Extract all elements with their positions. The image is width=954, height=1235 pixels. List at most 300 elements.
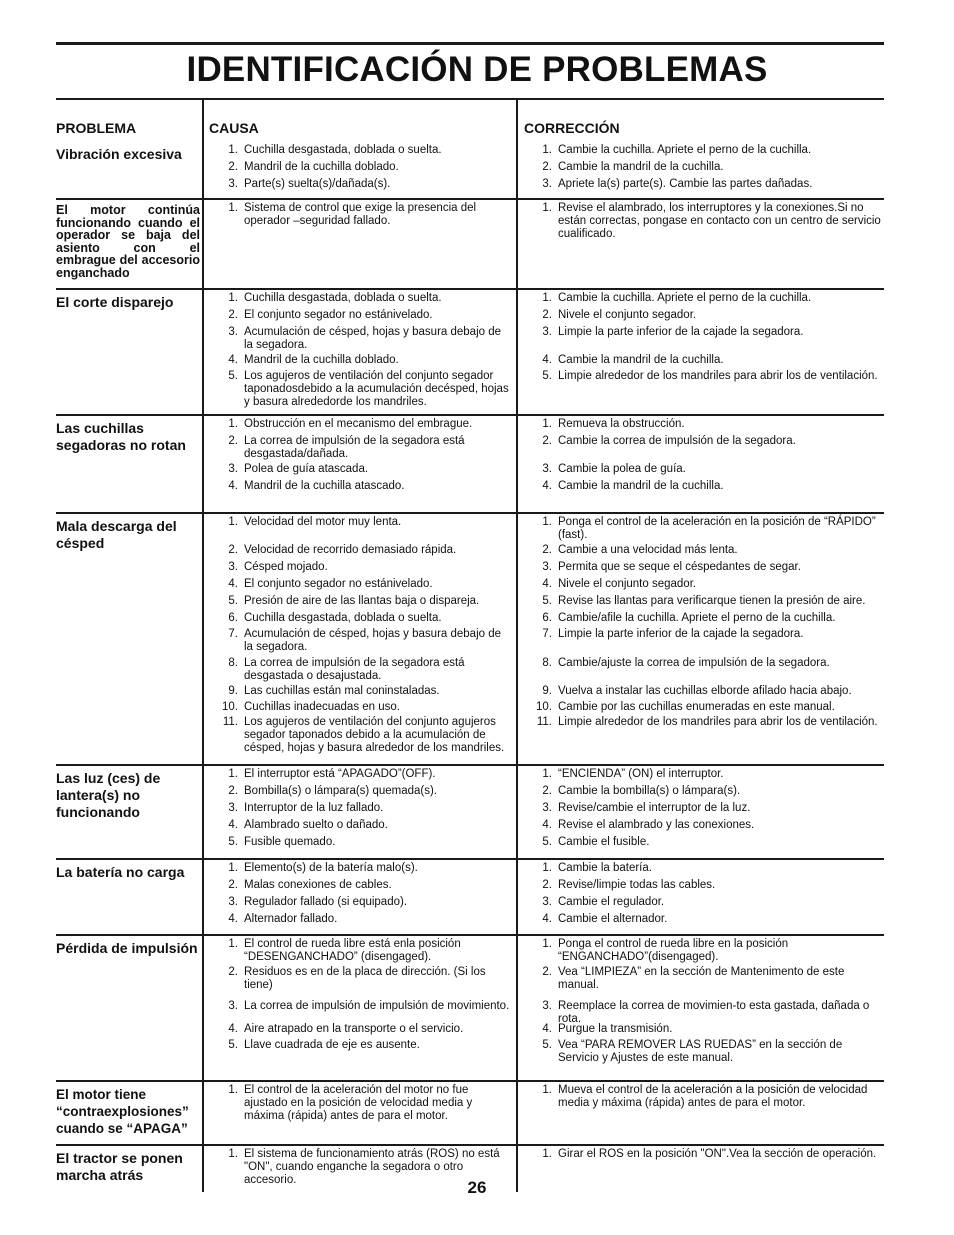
cause-item [216,161,512,174]
problem-label: Pérdida de impulsión [56,940,198,956]
item-text: Presión de aire de las llantas baja o dispareja. [244,595,480,607]
column-divider [202,512,204,764]
cause-list [216,144,512,200]
correction-list [530,862,882,936]
item-text: El conjunto segador no estánivelado. [244,309,433,321]
item-text: Mandril de la cuchilla doblado. [244,354,399,366]
item-number: 3. [228,178,238,190]
top-rule [56,42,884,45]
correction-item [530,701,882,714]
cause-item [216,1000,512,1013]
page-number: 26 [467,1178,487,1197]
correction-list [530,768,882,860]
item-number: 8. [228,657,238,669]
item-number: 2. [542,435,552,447]
item-text: Cambie la cuchilla. Apriete el perno de la cuchilla. [558,292,812,304]
correction-item [530,879,882,892]
item-number: 3. [542,561,552,573]
item-text: Revise el alambrado y las conexiones. [558,819,755,831]
item-text: La correa de impulsión de la segadora está desgastada o desajustada. [244,657,465,682]
item-number: 1. [542,1148,552,1160]
item-number: 4. [228,354,238,366]
item-number: 10. [536,701,552,713]
item-number: 3. [228,561,238,573]
cause-list [216,862,512,936]
item-number: 2. [542,785,552,797]
item-text: Césped mojado. [244,561,328,573]
item-number: 5. [228,836,238,848]
item-number: 2. [542,879,552,891]
item-text: Cambie por las cuchillas enumeradas en este manual. [558,701,835,713]
item-text: Cambie a una velocidad más lenta. [558,544,738,556]
cause-list [216,938,512,1082]
cause-item [216,836,512,849]
item-text: Llave cuadrada de eje es ausente. [244,1039,420,1051]
cause-item [216,938,512,964]
table-row [56,934,884,1080]
correction-item [530,628,882,641]
item-number: 2. [228,161,238,173]
item-text: Obstrucción en el mecanismo del embrague. [244,418,473,430]
item-number: 4. [542,480,552,492]
item-text: Cambie el alternador. [558,913,668,925]
item-text: Purgue la transmisión. [558,1023,673,1035]
item-text: Los agujeros de ventilación del conjunto agujeros segador taponados debido a la acumulación de césped, hojas y basura alrededor de los mandriles. [244,716,505,754]
item-number: 1. [228,768,238,780]
item-number: 5. [542,836,552,848]
cause-item [216,578,512,591]
item-number: 1. [228,938,238,950]
item-number: 1. [228,418,238,430]
item-number: 2. [228,435,238,447]
item-text: Vuelva a instalar las cuchillas elborde afilado hacia abajo. [558,685,852,697]
item-text: Cambie la batería. [558,862,652,874]
cause-item [216,544,512,557]
item-number: 3. [228,1000,238,1012]
item-number: 2. [542,966,552,978]
cause-item [216,354,512,367]
correction-item [530,785,882,798]
item-text: Limpie alrededor de los mandriles para abrir los de ventilación. [558,370,878,382]
table-row [56,142,884,198]
column-divider [202,198,204,288]
item-number: 5. [542,1039,552,1051]
item-number: 1. [228,144,238,156]
correction-item [530,862,882,875]
item-text: Limpie alrededor de los mandriles para abrir los de ventilación. [558,716,878,728]
correction-item [530,836,882,849]
cause-item [216,879,512,892]
item-text: Nivele el conjunto segador. [558,309,697,321]
item-number: 4. [542,819,552,831]
item-number: 3. [228,802,238,814]
item-text: Cambie la correa de impulsión de la segadora. [558,435,796,447]
cause-item [216,896,512,909]
item-number: 11. [222,716,238,728]
item-number: 2. [542,309,552,321]
correction-item [530,595,882,608]
cause-item [216,657,512,683]
item-text: Mandril de la cuchilla atascado. [244,480,405,492]
cause-item [216,802,512,815]
item-text: Velocidad de recorrido demasiado rápida. [244,544,457,556]
item-number: 4. [542,1023,552,1035]
problem-label: El corte disparejo [56,294,174,310]
cause-list [216,202,512,228]
item-text: Cambie/ajuste la correa de impulsión de la segadora. [558,657,830,669]
correction-item [530,1084,882,1110]
item-number: 2. [228,966,238,978]
cause-item [216,768,512,781]
column-divider [202,934,204,1080]
column-divider [202,1080,204,1144]
item-text: Ponga el control de rueda libre en la posición “ENGANCHADO”(disengaged). [558,938,789,963]
item-number: 11. [536,716,552,728]
item-text: Acumulación de césped, hojas y basura debajo de la segadora. [244,628,502,653]
item-text: Reemplace la correa de movimien-to esta gastada, dañada o rota. [558,1000,870,1025]
item-text: Cambie el fusible. [558,836,650,848]
table-row [56,764,884,858]
item-text: Cambie la mandril de la cuchilla. [558,161,724,173]
cause-item [216,326,512,352]
item-text: Cuchilla desgastada, doblada o suelta. [244,144,442,156]
item-number: 1. [542,418,552,430]
item-text: Fusible quemado. [244,836,336,848]
problem-label: El motor tiene “contraexplosiones” cuando se “APAGA” [56,1087,189,1136]
correction-item [530,768,882,781]
item-text: Revise el alambrado, los interruptores y la conexiones.Si no están correctas, pongase en contacto con un centro de servicio cualificado. [558,202,881,240]
item-number: 1. [542,144,552,156]
column-divider [516,934,518,1080]
item-text: Polea de guía atascada. [244,463,369,475]
correction-item [530,292,882,305]
item-number: 1. [228,1148,238,1160]
column-divider [516,142,518,198]
item-number: 3. [228,896,238,908]
cause-item [216,516,512,529]
item-number: 3. [542,326,552,338]
correction-list [530,202,882,241]
correction-item [530,802,882,815]
correction-item [530,178,882,191]
item-number: 5. [228,370,238,382]
column-divider [202,288,204,414]
cause-item [216,144,512,157]
item-text: Revise/cambie el interruptor de la luz. [558,802,751,814]
correction-item [530,1148,882,1161]
problem-label: Las cuchillas segadoras no rotan [56,420,186,453]
item-text: El control de rueda libre está enla posición “DESENGANCHADO” (disengaged). [244,938,461,963]
item-number: 1. [542,516,552,528]
item-text: Elemento(s) de la batería malo(s). [244,862,418,874]
column-divider [516,414,518,512]
header-problema: PROBLEMA [56,120,137,136]
cause-item [216,463,512,476]
cause-item [216,785,512,798]
correction-item [530,418,882,431]
item-text: Cambie/afile la cuchilla. Apriete el perno de la cuchilla. [558,612,836,624]
item-number: 3. [228,326,238,338]
cause-item [216,716,512,755]
item-number: 1. [542,292,552,304]
header-causa: CAUSA [209,120,259,136]
item-number: 6. [542,612,552,624]
item-number: 1. [228,1084,238,1096]
item-text: Interruptor de la luz fallado. [244,802,384,814]
table-row [56,858,884,934]
item-text: Cambie la mandril de la cuchilla. [558,354,724,366]
item-text: Residuos es en de la placa de dirección. (Si los tiene) [244,966,486,991]
item-text: Cuchilla desgastada, doblada o suelta. [244,612,442,624]
correction-item [530,913,882,926]
column-divider [516,764,518,858]
item-text: Cambie la mandril de la cuchilla. [558,480,724,492]
correction-item [530,612,882,625]
item-text: Revise/limpie todas las cables. [558,879,716,891]
item-text: Las cuchillas están mal coninstaladas. [244,685,440,697]
correction-item [530,966,882,992]
column-divider [516,288,518,414]
cause-item [216,418,512,431]
correction-list [530,418,882,514]
correction-item [530,819,882,832]
item-number: 3. [542,896,552,908]
column-divider [202,858,204,934]
column-divider [516,100,518,142]
item-text: El control de la aceleración del motor no fue ajustado en la posición de velocidad media y máxima (rápida) antes de para el motor. [244,1084,473,1122]
item-number: 9. [542,685,552,697]
problem-label: La batería no carga [56,864,185,880]
item-number: 1. [542,768,552,780]
correction-item [530,144,882,157]
item-text: Remueva la obstrucción. [558,418,685,430]
item-number: 5. [542,595,552,607]
item-text: Cambie el regulador. [558,896,665,908]
item-number: 3. [542,1000,552,1012]
page-title: IDENTIFICACIÓN DE PROBLEMAS [186,50,768,89]
item-number: 1. [228,516,238,528]
cause-item [216,1084,512,1123]
item-number: 4. [228,1023,238,1035]
item-number: 4. [542,354,552,366]
cause-item [216,202,512,228]
cause-item [216,595,512,608]
column-divider [516,512,518,764]
correction-item [530,938,882,964]
cause-list [216,1084,512,1123]
table-row [56,414,884,512]
correction-item [530,578,882,591]
cause-item [216,685,512,698]
correction-item [530,309,882,322]
item-number: 5. [228,1039,238,1051]
correction-item [530,161,882,174]
item-text: El conjunto segador no estánivelado. [244,578,433,590]
item-number: 1. [542,1084,552,1096]
correction-list [530,1148,882,1161]
cause-item [216,480,512,493]
problem-label: Vibración excesiva [56,146,182,162]
item-number: 4. [228,480,238,492]
correction-list [530,292,882,416]
item-text: Velocidad del motor muy lenta. [244,516,402,528]
cause-item [216,862,512,875]
item-text: Sistema de control que exige la presencia del operador –seguridad fallado. [244,202,477,227]
correction-list [530,144,882,200]
item-text: Girar el ROS en la posición "ON".Vea la sección de operación. [558,1148,877,1160]
item-number: 1. [228,862,238,874]
correction-list [530,516,882,766]
column-divider [516,198,518,288]
troubleshooting-table [56,100,884,1192]
correction-item [530,326,882,339]
item-number: 4. [228,819,238,831]
cause-item [216,819,512,832]
cause-item [216,701,512,714]
cause-list [216,768,512,860]
item-text: Aire atrapado en la transporte o el servicio. [244,1023,464,1035]
item-text: Mandril de la cuchilla doblado. [244,161,399,173]
item-number: 1. [542,862,552,874]
cause-item [216,309,512,322]
cause-item [216,292,512,305]
cause-item [216,1039,512,1052]
item-number: 10. [222,701,238,713]
item-number: 7. [228,628,238,640]
item-text: Revise las llantas para verificarque tienen la presión de aire. [558,595,866,607]
column-divider [202,142,204,198]
item-number: 4. [228,578,238,590]
item-text: Cuchillas inadecuadas en uso. [244,701,400,713]
item-text: Vea “LIMPIEZA” en la sección de Mantenimento de este manual. [558,966,845,991]
cause-list [216,418,512,514]
correction-item [530,1023,882,1036]
correction-item [530,463,882,476]
correction-item [530,561,882,574]
column-divider [516,1080,518,1144]
correction-item [530,1039,882,1065]
item-text: Apriete la(s) parte(s). Cambie las partes dañadas. [558,178,813,190]
item-text: Acumulación de césped, hojas y basura debajo de la segadora. [244,326,502,351]
correction-item [530,896,882,909]
problem-label: Mala descarga del césped [56,518,177,551]
item-number: 4. [228,913,238,925]
item-text: Mueva el control de la aceleración a la posición de velocidad media y máxima (rápida) antes de para el motor. [558,1084,868,1109]
item-number: 5. [542,370,552,382]
item-text: Limpie la parte inferior de la cajade la segadora. [558,326,804,338]
item-text: Cambie la polea de guía. [558,463,686,475]
item-number: 2. [228,879,238,891]
table-row [56,1080,884,1144]
correction-item [530,435,882,448]
item-number: 2. [542,161,552,173]
item-number: 4. [542,578,552,590]
item-text: Cambie la cuchilla. Apriete el perno de la cuchilla. [558,144,812,156]
header-correccion: CORRECCIÓN [524,120,620,136]
item-number: 3. [542,802,552,814]
item-number: 6. [228,612,238,624]
item-number: 3. [542,178,552,190]
cause-list [216,292,512,416]
correction-item [530,480,882,493]
item-number: 9. [228,685,238,697]
correction-item [530,370,882,383]
table-row [56,512,884,764]
item-number: 1. [228,202,238,214]
item-text: Alternador fallado. [244,913,338,925]
cause-item [216,370,512,409]
correction-list [530,1084,882,1110]
item-text: Alambrado suelto o dañado. [244,819,388,831]
item-number: 2. [542,544,552,556]
cause-list [216,516,512,766]
item-text: Malas conexiones de cables. [244,879,392,891]
item-text: Bombilla(s) o lámpara(s) quemada(s). [244,785,438,797]
item-number: 2. [228,785,238,797]
item-text: Cuchilla desgastada, doblada o suelta. [244,292,442,304]
cause-item [216,628,512,654]
item-text: El interruptor está “APAGADO”(OFF). [244,768,436,780]
item-number: 5. [228,595,238,607]
cause-item [216,913,512,926]
item-number: 4. [542,913,552,925]
item-text: El sistema de funcionamiento atrás (ROS) no está "ON", cuando enganche la segadora o otro accesorio. [244,1148,500,1186]
item-text: La correa de impulsión de la segadora está desgastada/dañada. [244,435,465,460]
item-text: Permita que se seque el céspedantes de segar. [558,561,801,573]
item-number: 3. [228,463,238,475]
table-row [56,288,884,414]
problem-label: Las luz (ces) de lantera(s) no funcionando [56,770,161,820]
item-number: 2. [228,309,238,321]
item-text: Cambie la bombilla(s) o lámpara(s). [558,785,741,797]
item-number: 1. [542,938,552,950]
item-text: Limpie la parte inferior de la cajade la segadora. [558,628,804,640]
problem-label: El motor continúa funcionando cuando el operador se baja del asiento con el embrague del accesorio enganchado [56,203,200,280]
correction-item [530,202,882,241]
item-number: 7. [542,628,552,640]
item-number: 8. [542,657,552,669]
correction-item [530,685,882,698]
correction-item [530,516,882,542]
cause-item [216,966,512,992]
item-text: Regulador fallado (si equipado). [244,896,408,908]
cause-item [216,178,512,191]
column-divider [516,858,518,934]
item-text: Los agujeros de ventilación del conjunto segador taponadosdebido a la acumulación decésped, hojas y basura alrededorde los mandriles. [244,370,509,408]
correction-item [530,544,882,557]
correction-list [530,938,882,1082]
table-header [56,100,884,142]
column-divider [202,100,204,142]
item-number: 2. [228,544,238,556]
item-number: 3. [542,463,552,475]
table-row [56,198,884,288]
item-number: 1. [228,292,238,304]
correction-item [530,354,882,367]
item-text: Vea “PARA REMOVER LAS RUEDAS” en la sección de Servicio y Ajustes de este manual. [558,1039,843,1064]
correction-item [530,716,882,729]
column-divider [202,414,204,512]
table-body [56,142,884,1192]
correction-item [530,657,882,670]
cause-item [216,612,512,625]
column-divider [202,764,204,858]
item-number: 1. [542,202,552,214]
item-text: “ENCIENDA” (ON) el interruptor. [558,768,724,780]
cause-item [216,1023,512,1036]
problem-label: El tractor se ponen marcha atrás [56,1150,183,1183]
cause-item [216,435,512,461]
